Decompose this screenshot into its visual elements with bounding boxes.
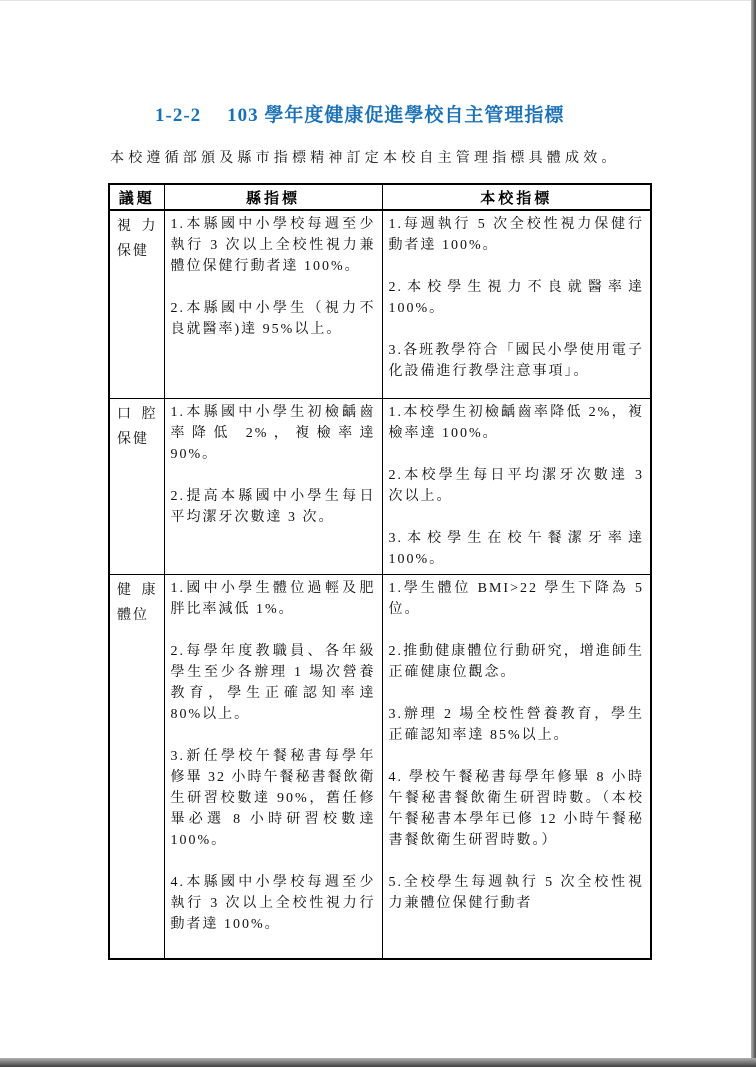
table-row-oral: [109, 399, 651, 575]
section-title-text: 103 學年度健康促進學校自主管理指標: [227, 105, 565, 126]
county-vision-item: 2.本縣國中小學生（視力不良就醫率)達 95%以上。: [170, 301, 376, 337]
table-row-vision: [109, 210, 651, 399]
county-vision-item: 1.本縣國中小學校每週至少執行 3 次以上全校性視力兼體位保健行動者達 100%。: [170, 217, 376, 274]
county-fitness-item: 3.新任學校午餐秘書每學年修畢 32 小時午餐秘書餐飲衛生研習校數達 90%，舊任修畢必選 8 小時研習校數達 100%。: [170, 749, 376, 848]
topic-vision: 視力保健: [117, 219, 158, 259]
county-oral-item: 1.本縣國中小學生初檢齲齒率降低 2%，複檢率達 90%。: [170, 405, 376, 462]
topic-fitness: 健康體位: [117, 583, 158, 623]
page-title: [155, 100, 564, 127]
school-oral-item: 1.本校學生初檢齲齒率降低 2%，複檢率達 100%。: [388, 405, 644, 441]
table-row-fitness: [109, 575, 651, 960]
school-vision-item: 2.本校學生視力不良就醫率達 100%。: [388, 280, 644, 316]
school-oral-item: 3.本校學生在校午餐潔牙率達 100%。: [388, 531, 644, 567]
intro-paragraph: 本校遵循部頒及縣市指標精神訂定本校自主管理指標具體成效。: [110, 151, 620, 166]
header-topic: 議題: [109, 184, 164, 210]
county-oral-cell: [165, 399, 382, 574]
county-vision-cell: [165, 211, 382, 398]
county-fitness-item: 2.每學年度教職員、各年級學生至少各辦理 1 場次營養教育，學生正確認知率達 80%以上。: [170, 644, 376, 722]
school-fitness-item: 3.辦理 2 場全校性營養教育，學生正確認知率達 85%以上。: [388, 707, 644, 743]
school-fitness-item: 4. 學校午餐秘書每學年修畢 8 小時午餐秘書餐飲衛生研習時數。（本校午餐秘書本學年已修 12 小時午餐秘書餐飲衛生研習時數。）: [388, 770, 644, 848]
school-vision-item: 3.各班教學符合「國民小學使用電子化設備進行教學注意事項」。: [388, 343, 644, 379]
school-fitness-item: 5.全校學生每週執行 5 次全校性視力兼體位保健行動者: [388, 875, 644, 911]
county-fitness-item: 1.國中小學生體位過輕及肥胖比率減低 1%。: [170, 581, 376, 617]
indicator-table: [108, 183, 652, 960]
table-header-row: [109, 184, 651, 210]
header-school-indicator: 本校指標: [382, 184, 651, 210]
school-vision-cell: [383, 211, 651, 398]
school-oral-item: 2.本校學生每日平均潔牙次數達 3 次以上。: [388, 468, 644, 504]
page-top-edge: [0, 0, 756, 1]
county-fitness-cell: [165, 575, 382, 958]
school-fitness-item: 1.學生體位 BMI>22 學生下降為 5 位。: [388, 581, 644, 617]
school-oral-cell: [383, 399, 651, 574]
topic-oral: 口腔保健: [117, 407, 158, 447]
page-bottom-shadow: [0, 1058, 756, 1067]
county-fitness-item: 4.本縣國中小學校每週至少執行 3 次以上全校性視力行動者達 100%。: [170, 875, 376, 932]
school-fitness-cell: [383, 575, 651, 958]
school-vision-item: 1.每週執行 5 次全校性視力保健行動者達 100%。: [388, 217, 644, 253]
section-number: 1-2-2: [155, 105, 202, 126]
page-right-shadow: [751, 0, 756, 1067]
school-fitness-item: 2.推動健康體位行動研究，增進師生正確健康位觀念。: [388, 644, 644, 680]
county-oral-item: 2.提高本縣國中小學生每日平均潔牙次數達 3 次。: [170, 489, 376, 525]
header-county-indicator: 縣指標: [164, 184, 382, 210]
